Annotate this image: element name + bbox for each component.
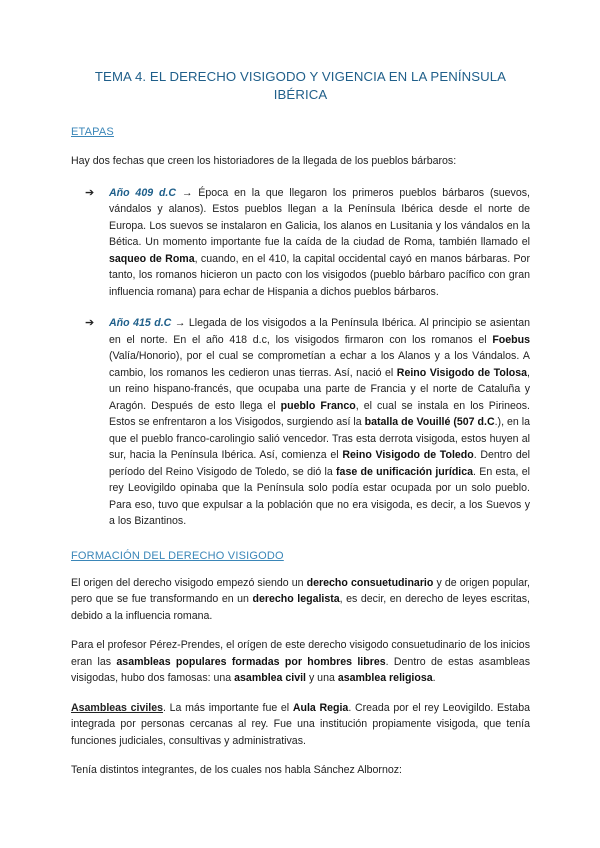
bold-term: Reino Visigodo de Toledo: [342, 449, 474, 461]
arrow-right-icon: ➔: [85, 317, 95, 329]
section-heading-etapas: ETAPAS: [71, 126, 114, 138]
bold-term: derecho legalista: [252, 593, 340, 605]
arrow-right-icon: ➔: [85, 186, 95, 199]
bold-term: pueblo Franco: [280, 399, 356, 412]
underlined-term: Asambleas civiles: [71, 701, 164, 714]
paragraph-origen: El origen del derecho visigodo empezó siendo un derecho consuetudinario y de origen popular, pero que se fue transformando en un derecho legalista, es decir, en derecho de leyes escritas, debido a la influencia romana.: [71, 576, 530, 622]
bold-term: asamblea civil: [234, 672, 306, 684]
bold-term: saqueo de Roma: [109, 252, 195, 265]
year-label: Año 415 d.C: [109, 317, 172, 329]
bold-term: Aula Regia: [292, 701, 349, 714]
bold-term: fase de unificación jurídica: [336, 465, 474, 478]
bold-term: asamblea religiosa: [337, 672, 433, 684]
bold-term: Foebus: [492, 333, 530, 346]
paragraph-asambleas-civiles: Asambleas civiles. La más importante fue el Aula Regia. Creada por el rey Leovigildo. Estaba integrada por personas cercanas al rey. Fue una institución propiamente visigoda, que tenía funciones judiciales, consultivas y administrativas.: [71, 701, 530, 747]
list-item-409: [71, 185, 530, 301]
bold-term: batalla de Vouillé (507 d.C: [364, 416, 495, 428]
bold-term: asambleas populares formadas por hombres libres: [116, 655, 386, 668]
item-415-text: Año 415 d.C → Llegada de los visigodos a la Península Ibérica. Al principio se asientan en el norte. En el año 418 d.c, los visigodos firmaron con los romanos el Foebus (Valía/Honorio), por el cual se comprometían a echar a los Alanos y a los Vándalos. A cambio, los romanos les cedieron unas tierras. Así, nació el Reino Visigodo de Tolosa, un reino hispano-francés, que ocupaba una parte de Francia y el norte de Cataluña y Aragón. Después de esto llega el pueblo Franco, el cual se instala en los Pirineos. Estos se enfrentaron a los Visigodos, surgiendo así la batalla de Vouillé (507 d.C.), en la que el pueblo franco-carolingio salió vencedor. Tras esta derrota visigoda, estos huyen al sur, hacia la Península Ibérica. Así, comienza el Reino Visigodo de Toledo. Dentro del período del Reino Visigodo de Toledo, se dió la fase de unificación jurídica. En esta, el rey Leovigildo opinaba que la Península solo podía estar ocupada por un solo pueblo. Para eso, tuvo que expulsar a la población que no era visigoda, es decir, a los Suevos y a los Bizantinos.: [109, 317, 531, 527]
paragraph-integrantes: Tenía distintos integrantes, de los cuales nos habla Sánchez Albornoz:: [71, 764, 402, 776]
section-heading-formacion: FORMACIÓN DEL DERECHO VISIGODO: [71, 549, 284, 562]
intro-paragraph: Hay dos fechas que creen los historiadores de la llegada de los pueblos bárbaros:: [71, 155, 457, 167]
bold-term: Reino Visigodo de Tolosa: [396, 366, 528, 379]
paragraph-perez-prendes: Para el profesor Pérez-Prendes, el orígen de este derecho visigodo consuetudinario de los inicios eran las asambleas populares formadas por hombres libres. Dentro de estas asambleas visigodas, hubo dos famosas: una asamblea civil y una asamblea religiosa.: [71, 639, 530, 684]
list-item-415: [71, 315, 530, 530]
page-title: TEMA 4. EL DERECHO VISIGODO Y VIGENCIA EN LA PENÍNSULA IBÉRICA: [94, 69, 507, 102]
bold-term: derecho consuetudinario: [306, 576, 434, 589]
item-409-text: Año 409 d.C → Época en la que llegaron los primeros pueblos bárbaros (suevos, vándalos y alanos). Estos pueblos llegan a la Península Ibérica desde el norte de Europa. Los suevos se instalaron en Galicia, los alanos en Lusitania y los vándalos en la Bética. Un momento importante fue la caída de la ciudad de Roma, también llamado el saqueo de Roma, cuando, en el 410, la capital occidental cayó en manos bárbaras. Por tanto, los romanos hicieron un pacto con los visigodos (pueblo bárbaro pacífico con gran influencia romana) para echar de Hispania a dichos pueblos bárbaros.: [109, 186, 530, 298]
year-label: Año 409 d.C: [109, 186, 177, 199]
